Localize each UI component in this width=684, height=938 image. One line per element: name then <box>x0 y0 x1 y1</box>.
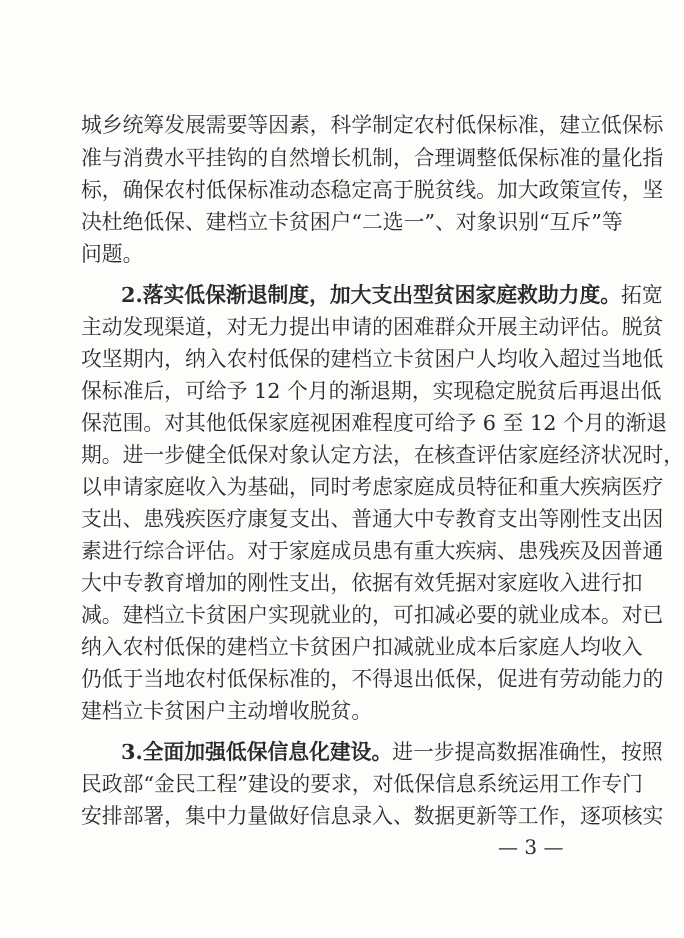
text-line: 纳入农村低保的建档立卡贫困户扣减就业成本后家庭人均收入 <box>81 635 643 659</box>
text-line: 攻坚期内，纳入农村低保的建档立卡贫困户人均收入超过当地低 <box>81 347 664 371</box>
text-line: 标，确保农村低保标准动态稳定高于脱贫线。加大政策宣传，坚 <box>81 178 664 202</box>
page-number: — 3 — <box>498 835 564 859</box>
text-line: 支出、患残疾医疗康复支出、普通大中专教育支出等刚性支出因 <box>81 507 664 531</box>
text-line: 决杜绝低保、建档立卡贫困户“二选一”、对象识别“互斥”等 <box>81 210 623 234</box>
section-heading: 3.全面加强低保信息化建设。 <box>121 739 393 764</box>
text-line: 大中专教育增加的刚性支出，依据有效凭据对家庭收入进行扣 <box>81 571 643 595</box>
text-line: 减。建档立卡贫困户实现就业的，可扣减必要的就业成本。对已 <box>81 603 664 627</box>
text-line: 城乡统筹发展需要等因素，科学制定农村低保标准，建立低保标 <box>81 113 664 137</box>
text-line: 保标准后，可给予 12 个月的渐退期，实现稳定脱贫后再退出低 <box>81 379 662 403</box>
section-heading: 2.落实低保渐退制度，加大支出型贫困家庭救助力度。 <box>121 282 622 307</box>
text-line: 建档立卡贫困户主动增收脱贫。 <box>81 699 373 723</box>
text-line: 保范围。对其他低保家庭视困难程度可给予 6 至 12 个月的渐退 <box>81 411 668 435</box>
text-line: 素进行综合评估。对于家庭成员患有重大疾病、患残疾及因普通 <box>81 539 664 563</box>
section-heading-line <box>121 737 663 767</box>
text-line: 以申请家庭收入为基础，同时考虑家庭成员特征和重大疾病医疗 <box>81 475 664 499</box>
text-line: 主动发现渠道，对无力提出申请的困难群众开展主动评估。脱贫 <box>81 315 664 339</box>
text-line: 问题。 <box>81 242 144 266</box>
text-line: 进一步提高数据准确性，按照 <box>392 740 663 764</box>
section-heading-line <box>121 280 663 310</box>
text-line: 拓宽 <box>621 283 663 307</box>
text-line: 期。进一步健全低保对象认定方法，在核查评估家庭经济状况时， <box>81 443 684 467</box>
text-line: 准与消费水平挂钩的自然增长机制，合理调整低保标准的量化指 <box>81 146 664 170</box>
text-line: 安排部署，集中力量做好信息录入、数据更新等工作，逐项核实 <box>81 804 664 828</box>
text-line: 民政部“金民工程”建设的要求，对低保信息系统运用工作专门 <box>81 772 643 796</box>
text-line: 仍低于当地农村低保标准的，不得退出低保，促进有劳动能力的 <box>81 667 664 691</box>
